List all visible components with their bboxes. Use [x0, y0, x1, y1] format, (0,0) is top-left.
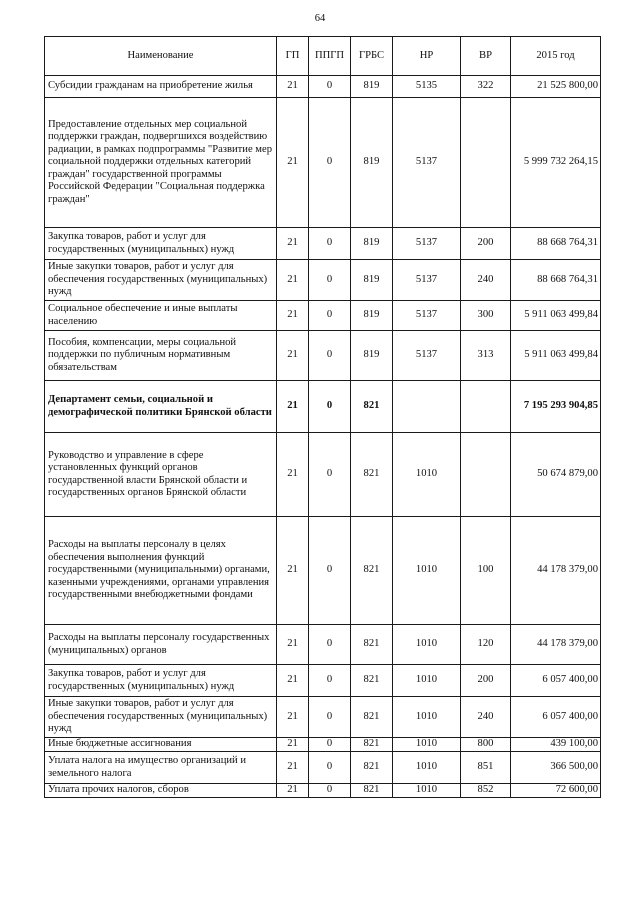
row-pgp: 0	[309, 301, 351, 331]
row-amount: 44 178 379,00	[511, 625, 601, 665]
row-pgp: 0	[309, 517, 351, 625]
row-gp: 21	[277, 433, 309, 517]
row-amount: 5 999 732 264,15	[511, 98, 601, 228]
row-nr: 1010	[393, 697, 461, 738]
row-vr: 313	[461, 331, 511, 381]
row-nr: 1010	[393, 517, 461, 625]
row-name: Иные бюджетные ассигнования	[45, 738, 277, 752]
row-vr: 100	[461, 517, 511, 625]
row-vr: 200	[461, 228, 511, 260]
row-nr: 5137	[393, 331, 461, 381]
table-row	[45, 228, 601, 260]
row-grbs: 819	[351, 76, 393, 98]
row-pgp: 0	[309, 784, 351, 798]
row-gp: 21	[277, 697, 309, 738]
header-year: 2015 год	[511, 37, 601, 76]
table-row	[45, 76, 601, 98]
table-row	[45, 517, 601, 625]
row-pgp: 0	[309, 697, 351, 738]
row-name: Департамент семьи, социальной и демографической политики Брянской области	[45, 381, 277, 433]
row-gp: 21	[277, 301, 309, 331]
row-amount: 7 195 293 904,85	[511, 381, 601, 433]
row-gp: 21	[277, 331, 309, 381]
row-amount: 5 911 063 499,84	[511, 301, 601, 331]
budget-table	[44, 36, 601, 798]
row-pgp: 0	[309, 738, 351, 752]
row-grbs: 821	[351, 665, 393, 697]
row-name: Социальное обеспечение и иные выплаты населению	[45, 301, 277, 331]
table-row	[45, 752, 601, 784]
row-pgp: 0	[309, 98, 351, 228]
row-name: Уплата налога на имущество организаций и земельного налога	[45, 752, 277, 784]
header-gp: ГП	[277, 37, 309, 76]
row-nr	[393, 381, 461, 433]
row-name: Закупка товаров, работ и услуг для государственных (муниципальных) нужд	[45, 228, 277, 260]
row-nr: 1010	[393, 784, 461, 798]
table-row	[45, 697, 601, 738]
row-grbs: 821	[351, 697, 393, 738]
row-amount: 6 057 400,00	[511, 665, 601, 697]
row-grbs: 821	[351, 784, 393, 798]
table-row	[45, 98, 601, 228]
row-vr: 851	[461, 752, 511, 784]
row-nr: 5137	[393, 228, 461, 260]
row-amount: 88 668 764,31	[511, 228, 601, 260]
table-body	[45, 76, 601, 798]
row-nr: 5137	[393, 98, 461, 228]
row-grbs: 819	[351, 228, 393, 260]
table-row	[45, 331, 601, 381]
row-nr: 5137	[393, 301, 461, 331]
row-amount: 50 674 879,00	[511, 433, 601, 517]
row-name: Закупка товаров, работ и услуг для государственных (муниципальных) нужд	[45, 665, 277, 697]
table-row	[45, 260, 601, 301]
header-vr: ВР	[461, 37, 511, 76]
row-grbs: 821	[351, 738, 393, 752]
row-grbs: 819	[351, 331, 393, 381]
row-amount: 44 178 379,00	[511, 517, 601, 625]
row-nr: 5135	[393, 76, 461, 98]
header-name: Наименование	[45, 37, 277, 76]
row-amount: 72 600,00	[511, 784, 601, 798]
row-amount: 366 500,00	[511, 752, 601, 784]
row-grbs: 821	[351, 381, 393, 433]
row-nr: 1010	[393, 665, 461, 697]
row-grbs: 821	[351, 433, 393, 517]
row-grbs: 821	[351, 752, 393, 784]
row-vr: 322	[461, 76, 511, 98]
header-grbs: ГРБС	[351, 37, 393, 76]
row-gp: 21	[277, 98, 309, 228]
row-name: Уплата прочих налогов, сборов	[45, 784, 277, 798]
row-gp: 21	[277, 784, 309, 798]
row-pgp: 0	[309, 260, 351, 301]
row-pgp: 0	[309, 228, 351, 260]
row-name: Субсидии гражданам на приобретение жилья	[45, 76, 277, 98]
row-nr: 5137	[393, 260, 461, 301]
row-gp: 21	[277, 381, 309, 433]
table-row	[45, 301, 601, 331]
table-row	[45, 381, 601, 433]
row-name: Расходы на выплаты персоналу государственных (муниципальных) органов	[45, 625, 277, 665]
row-vr: 852	[461, 784, 511, 798]
row-name: Предоставление отдельных мер социальной поддержки граждан, подвергшихся воздействию радиации, в рамках подпрограммы "Развитие мер социальной поддержки отдельных категорий граждан" государственной программы Российской Федерации "Социальная поддержка граждан"	[45, 98, 277, 228]
table-row	[45, 433, 601, 517]
row-nr: 1010	[393, 738, 461, 752]
row-gp: 21	[277, 260, 309, 301]
row-gp: 21	[277, 76, 309, 98]
row-pgp: 0	[309, 76, 351, 98]
row-name: Иные закупки товаров, работ и услуг для обеспечения государственных (муниципальных) нужд	[45, 697, 277, 738]
row-vr	[461, 433, 511, 517]
row-amount: 21 525 800,00	[511, 76, 601, 98]
row-pgp: 0	[309, 381, 351, 433]
row-vr	[461, 381, 511, 433]
page-number: 64	[314, 13, 326, 24]
row-name: Расходы на выплаты персоналу в целях обеспечения выполнения функций государственными (муниципальными) органами, казенными учреждениями, органами управления государственными внебюджетными фондами	[45, 517, 277, 625]
row-pgp: 0	[309, 665, 351, 697]
row-gp: 21	[277, 752, 309, 784]
row-grbs: 821	[351, 625, 393, 665]
row-vr: 800	[461, 738, 511, 752]
table-row	[45, 738, 601, 752]
row-nr: 1010	[393, 625, 461, 665]
row-gp: 21	[277, 228, 309, 260]
row-name: Руководство и управление в сфере установленных функций органов государственной власти Брянской области и государственных органов Брянской области	[45, 433, 277, 517]
row-vr: 240	[461, 260, 511, 301]
row-amount: 6 057 400,00	[511, 697, 601, 738]
row-grbs: 821	[351, 517, 393, 625]
row-vr: 240	[461, 697, 511, 738]
row-pgp: 0	[309, 331, 351, 381]
row-pgp: 0	[309, 625, 351, 665]
row-pgp: 0	[309, 433, 351, 517]
row-name: Иные закупки товаров, работ и услуг для обеспечения государственных (муниципальных) нужд	[45, 260, 277, 301]
table-row	[45, 625, 601, 665]
row-gp: 21	[277, 517, 309, 625]
row-vr: 120	[461, 625, 511, 665]
row-amount: 439 100,00	[511, 738, 601, 752]
row-gp: 21	[277, 738, 309, 752]
table-row	[45, 665, 601, 697]
row-amount: 5 911 063 499,84	[511, 331, 601, 381]
row-gp: 21	[277, 625, 309, 665]
table-row	[45, 784, 601, 798]
row-pgp: 0	[309, 752, 351, 784]
header-nr: НР	[393, 37, 461, 76]
row-grbs: 819	[351, 260, 393, 301]
row-amount: 88 668 764,31	[511, 260, 601, 301]
row-nr: 1010	[393, 752, 461, 784]
table-header-row	[45, 37, 601, 76]
row-grbs: 819	[351, 98, 393, 228]
row-vr: 200	[461, 665, 511, 697]
row-vr: 300	[461, 301, 511, 331]
row-vr	[461, 98, 511, 228]
row-nr: 1010	[393, 433, 461, 517]
row-gp: 21	[277, 665, 309, 697]
row-grbs: 819	[351, 301, 393, 331]
header-pgp: ППГП	[309, 37, 351, 76]
row-name: Пособия, компенсации, меры социальной поддержки по публичным нормативным обязательствам	[45, 331, 277, 381]
